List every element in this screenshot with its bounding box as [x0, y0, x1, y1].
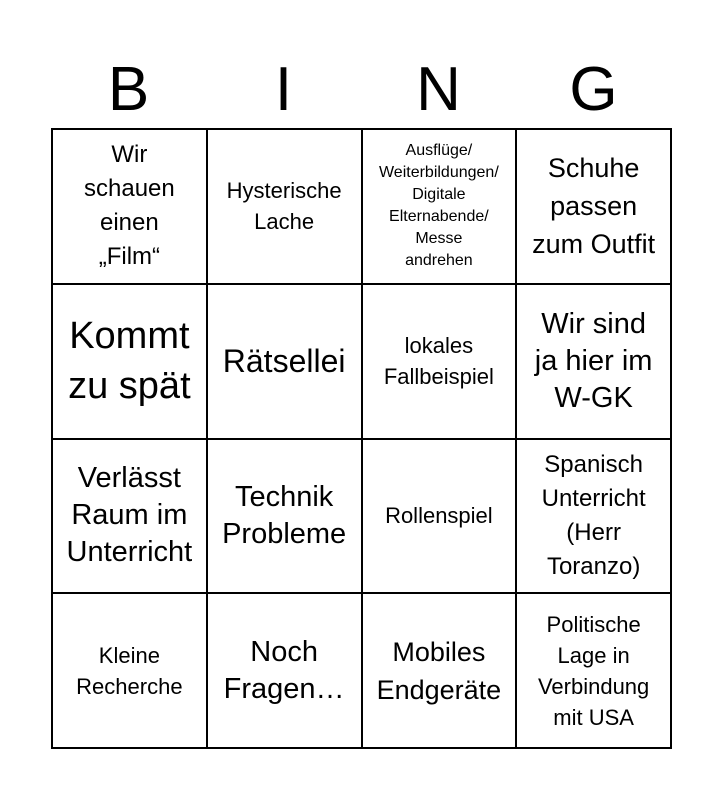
- cell-label: Technik Probleme: [222, 480, 347, 550]
- bingo-cell[interactable]: [517, 130, 672, 285]
- header-letter-n: N: [416, 55, 461, 124]
- header-letter-b: B: [107, 55, 150, 124]
- bingo-cell[interactable]: [517, 594, 672, 749]
- cell-label: Kleine Recherche: [76, 642, 183, 699]
- cell-label: Rätsellei: [222, 343, 346, 380]
- cell-label: Kommt zu spät: [68, 315, 191, 408]
- bingo-cell[interactable]: [363, 594, 518, 749]
- cell-label: Noch Fragen…: [223, 635, 345, 705]
- cell-label: Ausflüge/ Weiterbildungen/ Digitale Elternabende/ Messe andrehen: [378, 142, 499, 270]
- bingo-cell[interactable]: [208, 594, 363, 749]
- cell-label: Rollenspiel: [385, 503, 493, 529]
- bingo-header: [51, 52, 671, 128]
- bingo-cell[interactable]: [208, 285, 363, 440]
- cell-label: Politische Lage in Verbindung mit USA: [537, 611, 650, 730]
- cell-label: Schuhe passen zum Outfit: [532, 153, 656, 260]
- header-letter-g: G: [569, 55, 618, 124]
- cell-label: Verlässt Raum im Unterricht: [66, 462, 193, 569]
- bingo-cell[interactable]: [363, 440, 518, 595]
- bingo-cell[interactable]: [53, 440, 208, 595]
- bingo-cell[interactable]: [53, 594, 208, 749]
- bingo-cell[interactable]: [208, 130, 363, 285]
- cell-label: lokales Fallbeispiel: [383, 333, 494, 390]
- bingo-board: [51, 128, 672, 749]
- bingo-cell[interactable]: [208, 440, 363, 595]
- bingo-cell[interactable]: [517, 285, 672, 440]
- cell-label: Hysterische Lache: [226, 178, 342, 235]
- bingo-cell[interactable]: [363, 285, 518, 440]
- bingo-cell[interactable]: [53, 130, 208, 285]
- cell-label: Wir sind ja hier im W-GK: [534, 307, 653, 414]
- bingo-cell[interactable]: [363, 130, 518, 285]
- header-letter-i: I: [274, 55, 293, 124]
- cell-label: Mobiles Endgeräte: [376, 636, 502, 705]
- cell-label: Wir schauen einen „Film“: [84, 141, 175, 271]
- bingo-cell[interactable]: [517, 440, 672, 595]
- cell-label: Spanisch Unterricht (Herr Toranzo): [541, 450, 646, 580]
- bingo-cell[interactable]: [53, 285, 208, 440]
